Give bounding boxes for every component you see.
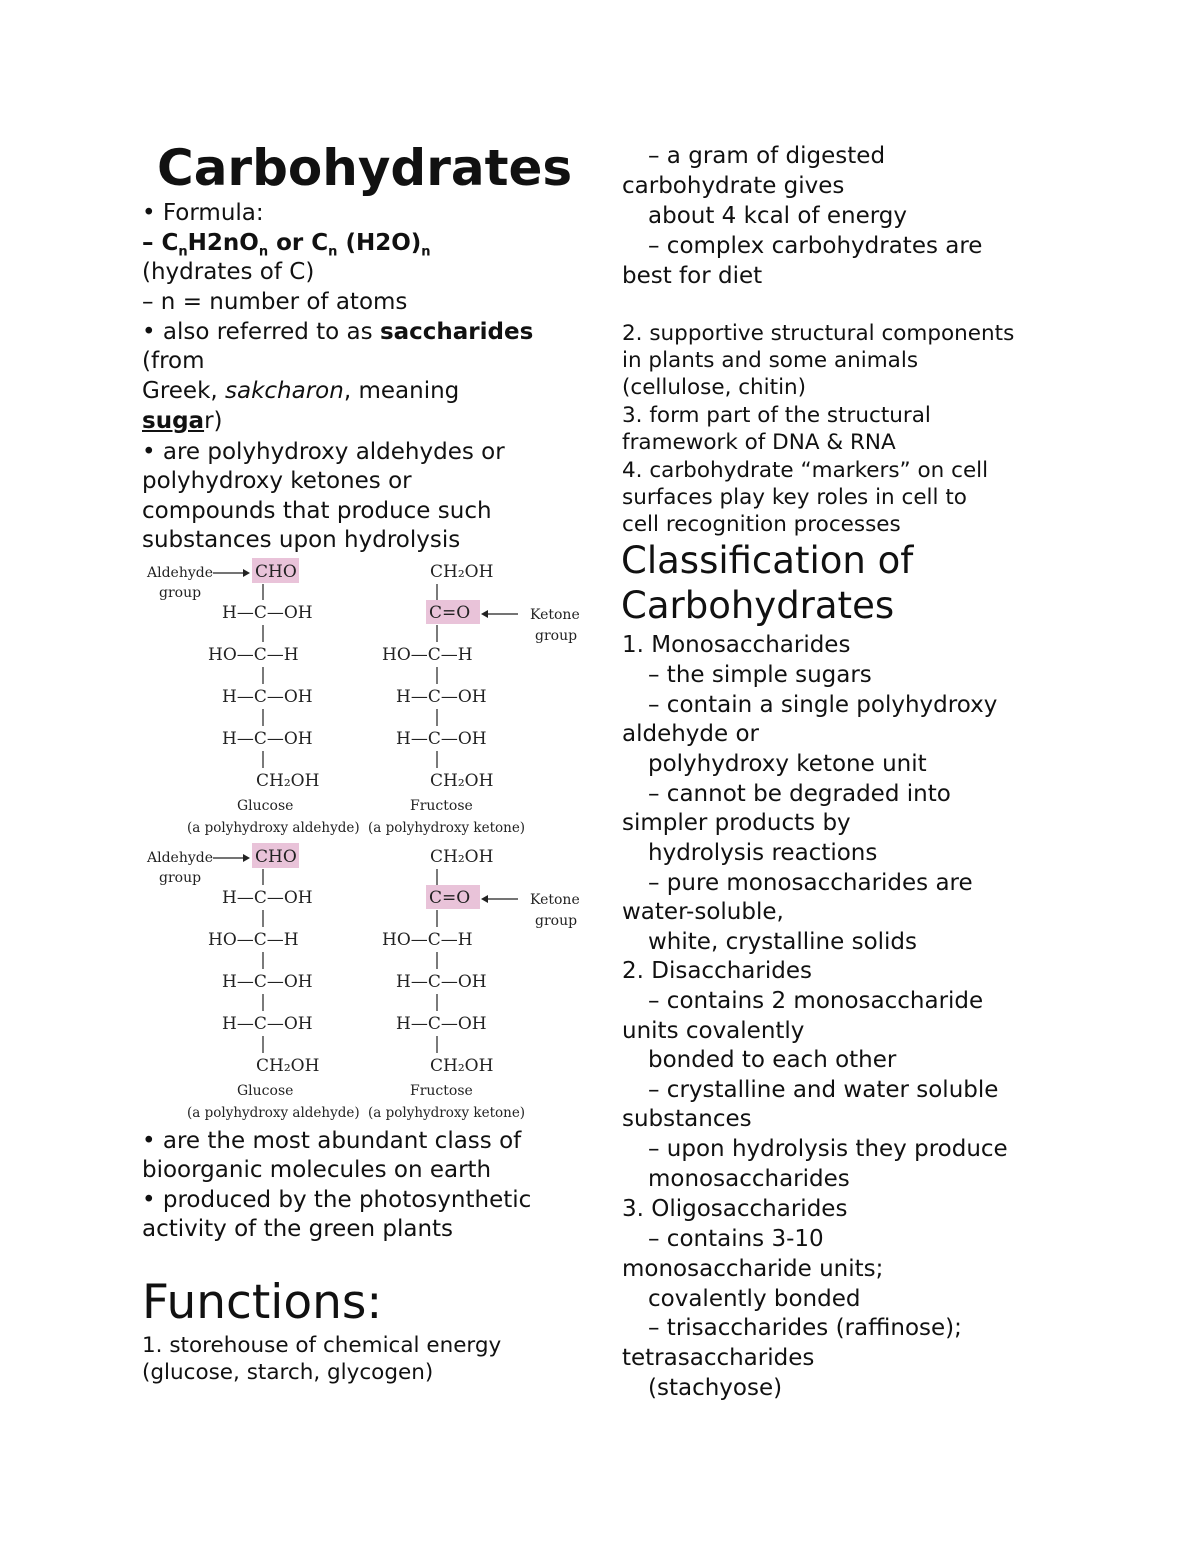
ch2oh: CH₂OH — [430, 847, 494, 867]
list-item: – upon hydrolysis they produce — [648, 1136, 1008, 1162]
list-item: – contain a single polyhydroxy — [648, 692, 998, 718]
list-item: – contains 2 monosaccharide — [648, 988, 984, 1014]
structure-figure-2 — [140, 839, 590, 1124]
text-line: compounds that produce such — [142, 498, 492, 524]
cho-text: CHO — [255, 562, 297, 582]
list-item: aldehyde or — [622, 721, 760, 747]
functions-heading: Functions: — [142, 1275, 383, 1330]
formula-label: • Formula: — [142, 200, 264, 226]
list-item: substances — [622, 1106, 752, 1132]
h-c-oh: H—C—OH — [222, 888, 313, 908]
group-label: group — [159, 585, 202, 601]
list-item: units covalently — [622, 1018, 805, 1044]
h-c-oh: H—C—OH — [222, 972, 313, 992]
list-item: – cannot be degraded into — [648, 781, 951, 807]
glucose-desc: (a polyhydroxy aldehyde) — [187, 1105, 360, 1121]
fructose-desc: (a polyhydroxy ketone) — [368, 1105, 526, 1121]
text-line: substances upon hydrolysis — [142, 527, 461, 553]
list-item: polyhydroxy ketone unit — [648, 751, 927, 777]
glucose-desc: (a polyhydroxy aldehyde) — [187, 820, 360, 836]
list-item: 2. Disaccharides — [622, 958, 812, 984]
ketone-label: Ketone — [530, 892, 580, 908]
list-item: tetrasaccharides — [622, 1345, 815, 1371]
list-item: – pure monosaccharides are — [648, 870, 973, 896]
ch2oh: CH₂OH — [430, 1056, 494, 1076]
text-line: – a gram of digested — [648, 143, 886, 169]
ch2oh: CH₂OH — [430, 562, 494, 582]
group-label: group — [159, 870, 202, 886]
text-line: framework of DNA & RNA — [622, 430, 896, 455]
h-c-oh: H—C—OH — [222, 603, 313, 623]
list-item: – crystalline and water soluble — [648, 1077, 999, 1103]
fructose-label: Fructose — [410, 1083, 473, 1099]
text-line: cell recognition processes — [622, 512, 901, 537]
co-text: C=O — [429, 888, 471, 908]
group-label: group — [535, 628, 578, 644]
h-c-oh: H—C—OH — [222, 729, 313, 749]
ho-c-h: HO—C—H — [208, 645, 299, 665]
list-item: bonded to each other — [648, 1047, 897, 1073]
text-line: best for diet — [622, 263, 763, 289]
text-line: (glucose, starch, glycogen) — [142, 1360, 434, 1385]
ch2oh: CH₂OH — [256, 771, 320, 791]
list-item: monosaccharides — [648, 1166, 850, 1192]
glucose-label: Glucose — [237, 798, 294, 814]
text-line: • are the most abundant class of — [142, 1128, 522, 1154]
aldehyde-label: Aldehyde — [147, 565, 214, 581]
text-line: activity of the green plants — [142, 1216, 454, 1242]
list-item: – trisaccharides (raffinose); — [648, 1315, 962, 1341]
list-item: water-soluble, — [622, 899, 784, 925]
n-definition: – n = number of atoms — [142, 289, 408, 315]
text-line: 3. form part of the structural — [622, 403, 931, 428]
text-line: – complex carbohydrates are — [648, 233, 983, 259]
hydrates-text: (hydrates of C) — [142, 259, 315, 285]
formula: – $C_nH2nO_n$ or $C_n$ $(H2O)_n$ — [142, 230, 431, 260]
classification-heading-2: Carbohydrates — [621, 584, 895, 627]
list-item: (stachyose) — [648, 1375, 783, 1401]
co-text: C=O — [429, 603, 471, 623]
classification-heading: Classification of — [621, 539, 914, 582]
text-line: 1. storehouse of chemical energy — [142, 1333, 502, 1358]
page-title: Carbohydrates — [157, 139, 573, 197]
h-c-oh: H—C—OH — [396, 729, 487, 749]
text-line: about 4 kcal of energy — [648, 203, 907, 229]
list-item: hydrolysis reactions — [648, 840, 878, 866]
sugar-line: sugar) — [142, 408, 223, 434]
text-line: (cellulose, chitin) — [622, 375, 807, 400]
aldehyde-label: Aldehyde — [147, 850, 214, 866]
cho-text: CHO — [255, 847, 297, 867]
list-item: – contains 3-10 — [648, 1226, 824, 1252]
ch2oh: CH₂OH — [256, 1056, 320, 1076]
structure-figure-1 — [140, 554, 590, 839]
text-line: 4. carbohydrate “markers” on cell — [622, 458, 989, 483]
group-label: group — [535, 913, 578, 929]
from-text: (from — [142, 348, 205, 374]
text-line: bioorganic molecules on earth — [142, 1157, 492, 1183]
h-c-oh: H—C—OH — [222, 687, 313, 707]
fructose-label: Fructose — [410, 798, 473, 814]
text-line: carbohydrate gives — [622, 173, 845, 199]
glucose-label: Glucose — [237, 1083, 294, 1099]
list-item: simpler products by — [622, 810, 851, 836]
greek-line: Greek, sakcharon, meaning — [142, 378, 460, 404]
list-item: monosaccharide units; — [622, 1256, 884, 1282]
text-line: in plants and some animals — [622, 348, 919, 373]
text-line: surfaces play key roles in cell to — [622, 485, 967, 510]
ch2oh: CH₂OH — [430, 771, 494, 791]
ho-c-h: HO—C—H — [382, 930, 473, 950]
h-c-oh: H—C—OH — [396, 687, 487, 707]
h-c-oh: H—C—OH — [396, 972, 487, 992]
list-item: – the simple sugars — [648, 662, 872, 688]
text-line: 2. supportive structural components — [622, 321, 1015, 346]
text-line: • produced by the photosynthetic — [142, 1187, 532, 1213]
list-item: white, crystalline solids — [648, 929, 918, 955]
ho-c-h: HO—C—H — [208, 930, 299, 950]
ho-c-h: HO—C—H — [382, 645, 473, 665]
list-item: covalently bonded — [648, 1286, 861, 1312]
list-item: 1. Monosaccharides — [622, 632, 851, 658]
saccharides-line: • also referred to as saccharides — [142, 319, 534, 345]
text-line: • are polyhydroxy aldehydes or — [142, 439, 505, 465]
text-line: polyhydroxy ketones or — [142, 468, 412, 494]
h-c-oh: H—C—OH — [396, 1014, 487, 1034]
list-item: 3. Oligosaccharides — [622, 1196, 848, 1222]
h-c-oh: H—C—OH — [222, 1014, 313, 1034]
fructose-desc: (a polyhydroxy ketone) — [368, 820, 526, 836]
ketone-label: Ketone — [530, 607, 580, 623]
